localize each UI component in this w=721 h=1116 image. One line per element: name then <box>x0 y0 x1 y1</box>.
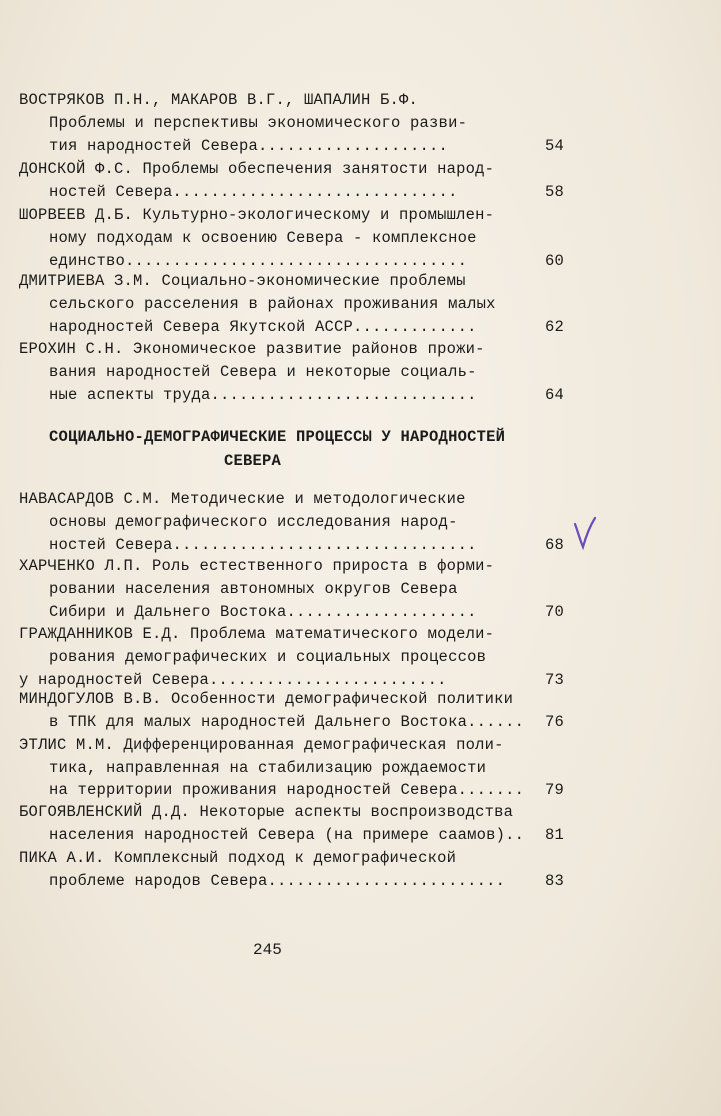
toc-entry-line <box>0 181 721 204</box>
toc-entry-line <box>0 601 721 624</box>
toc-entry-line <box>0 534 721 557</box>
toc-entry-line <box>0 734 721 757</box>
toc-entry-line <box>0 870 721 893</box>
page-number: 245 <box>253 941 282 959</box>
checkmark-icon <box>572 516 598 550</box>
toc-entry-line <box>0 488 721 511</box>
toc-entry-line <box>0 688 721 711</box>
toc-entry-line <box>0 779 721 802</box>
toc-entry-title: ровании населения автономных округов Севера <box>49 580 458 598</box>
toc-entry-line <box>0 757 721 780</box>
toc-entry-line <box>0 227 721 250</box>
toc-entry-title: проблеме народов Севера......................... <box>49 872 506 890</box>
toc-entry-line <box>0 711 721 734</box>
toc-page-number: 58 <box>544 183 564 201</box>
toc-entry-title: населения народностей Севера (на примере саамов).. <box>49 826 525 844</box>
toc-entry-line <box>0 316 721 339</box>
toc-entry-title: на территории проживания народностей Севера....... <box>49 781 525 799</box>
toc-entry-line <box>0 623 721 646</box>
toc-entry-line <box>0 338 721 361</box>
toc-entry-title: тика, направленная на стабилизацию рождаемости <box>49 759 487 777</box>
toc-entry-title: основы демографического исследования народ- <box>49 513 458 531</box>
toc-entry-authors: ЭТЛИС М.М. Дифференцированная демографическая поли- <box>19 736 504 754</box>
toc-entry-line <box>0 384 721 407</box>
toc-page-number: 79 <box>544 781 564 799</box>
section-heading: СЕВЕРА <box>224 452 282 470</box>
toc-page-number: 81 <box>544 826 564 844</box>
toc-entry-authors: НАВАСАРДОВ С.М. Методические и методологические <box>19 490 466 508</box>
toc-entry-line <box>0 204 721 227</box>
toc-entry-authors: ГРАЖДАННИКОВ Е.Д. Проблема математического модели- <box>19 625 495 643</box>
toc-page-number: 64 <box>544 386 564 404</box>
toc-entry-authors: ПИКА А.И. Комплексный подход к демографической <box>19 849 457 867</box>
toc-entry-line <box>0 270 721 293</box>
toc-entry-authors: ДОНСКОЙ Ф.С. Проблемы обеспечения занятости народ- <box>19 160 495 178</box>
toc-entry-line <box>0 361 721 384</box>
toc-entry-line <box>0 511 721 534</box>
toc-entry-title: вания народностей Севера и некоторые социаль- <box>49 363 477 381</box>
toc-entry-authors: ЕРОХИН С.Н. Экономическое развитие районов прожи- <box>19 340 485 358</box>
toc-entry-title: у народностей Севера......................... <box>19 671 447 689</box>
toc-page-number: 62 <box>544 318 564 336</box>
toc-entry-title: народностей Севера Якутской АССР............. <box>49 318 477 336</box>
toc-page-number: 76 <box>544 713 564 731</box>
toc-entry-line <box>0 112 721 135</box>
toc-page-number: 73 <box>544 671 564 689</box>
toc-page-number: 83 <box>544 872 564 890</box>
toc-entry-line <box>0 135 721 158</box>
toc-entry-line <box>0 158 721 181</box>
toc-entry-title: тия народностей Севера.................... <box>49 137 449 155</box>
toc-entry-authors: БОГОЯВЛЕНСКИЙ Д.Д. Некоторые аспекты воспроизводства <box>19 803 514 821</box>
toc-entry-line <box>0 646 721 669</box>
toc-entry-title: Сибири и Дальнего Востока.................... <box>49 603 477 621</box>
toc-entry-title: ностей Севера.............................. <box>49 183 458 201</box>
toc-entry-title: ному подходам к освоению Севера - комплексное <box>49 229 477 247</box>
toc-entry-line <box>0 847 721 870</box>
toc-entry-line <box>0 555 721 578</box>
toc-entry-line <box>0 824 721 847</box>
toc-entry-line <box>0 293 721 316</box>
toc-entry-title: единство.................................... <box>49 252 468 270</box>
toc-entry-title: в ТПК для малых народностей Дальнего Востока...... <box>49 713 525 731</box>
toc-entry-authors: ШОРВЕЕВ Д.Б. Культурно-экологическому и промышлен- <box>19 206 495 224</box>
toc-page-number: 60 <box>544 252 564 270</box>
toc-entry-title: рования демографических и социальных процессов <box>49 648 487 666</box>
toc-entry-title: ные аспекты труда............................ <box>49 386 477 404</box>
toc-entry-title: Проблемы и перспективы экономического разви- <box>49 114 468 132</box>
toc-entry-title: сельского расселения в районах проживания малых <box>49 295 496 313</box>
toc-entry-authors: ДМИТРИЕВА З.М. Социально-экономические проблемы <box>19 272 466 290</box>
toc-entry-title: ностей Севера................................ <box>49 536 477 554</box>
section-heading: СОЦИАЛЬНО-ДЕМОГРАФИЧЕСКИЕ ПРОЦЕССЫ У НАРОДНОСТЕЙ <box>49 428 506 446</box>
toc-entry-authors: ХАРЧЕНКО Л.П. Роль естественного прироста в форми- <box>19 557 495 575</box>
toc-page-number: 54 <box>544 137 564 155</box>
toc-entry-line <box>0 89 721 112</box>
toc-entry-authors: МИНДОГУЛОВ В.В. Особенности демографической политики <box>19 690 514 708</box>
toc-entry-line <box>0 578 721 601</box>
toc-entry-line <box>0 801 721 824</box>
toc-page-number: 70 <box>544 603 564 621</box>
toc-entry-authors: ВОСТРЯКОВ П.Н., МАКАРОВ В.Г., ШАПАЛИН Б.Ф. <box>19 91 419 109</box>
toc-page-number: 68 <box>544 536 564 554</box>
